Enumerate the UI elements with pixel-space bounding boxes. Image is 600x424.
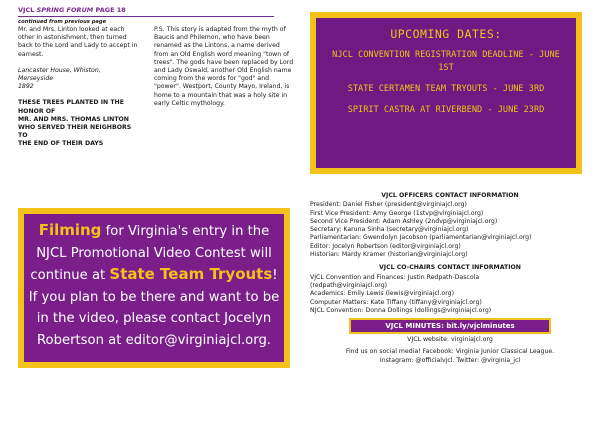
plaque-line-4: WHO SERVED THEIR NEIGHBORS TO	[18, 124, 132, 140]
plaque-line-2: HONOR OF	[18, 107, 56, 115]
tryouts-highlight: State Team Tryouts	[109, 265, 273, 283]
plaque-line-5: THE END OF THEIR DAYS	[18, 140, 104, 148]
page-header	[18, 6, 126, 14]
upcoming-date-item: STATE CERTAMEN TEAM TRYOUTS - JUNE 3RD	[347, 84, 545, 94]
filming-text-2: ! If you plan to be there and want to be in the video, please contact Jocelyn Robertson at editor@virginiajcl.org.	[28, 268, 280, 348]
officer-row: First Vice President: Amy George (1stvp@virginiajcl.org)	[310, 209, 484, 217]
cochairs-title: VJCL CO-CHAIRS CONTACT INFORMATION	[379, 264, 521, 272]
continued-note: continued from previous page	[18, 19, 107, 25]
officer-row: Second Vice President: Adam Ashley (2ndvp@virginiajcl.org)	[310, 217, 498, 225]
officer-row: Historian: Mardy Kramer (historian@virginiajcl.org)	[310, 251, 468, 259]
story-right-column	[154, 26, 294, 108]
place-line-1: Lancaster House, Whiston,	[18, 66, 101, 74]
minutes-link[interactable]: VJCL MINUTES: bit.ly/vjclminutes	[349, 318, 551, 334]
place-line-2: Merseyside	[18, 75, 54, 83]
ps-paragraph: P.S. This story is adapted from the myth of Baucis and Philemon, who have been renamed as the Lintons, a name derived from an Old English word meaning "town of trees". The gods have been replaced by Lord and Lady Oswald, another Old English name coming from the words for "god" and "power". Westport, County Mayo, Ireland, is home to a mountain that was a holy site in early Celtic mythology.	[154, 26, 294, 107]
cochair-row: Academics: Emily Lewis (lewis@virginiajcl.org)	[310, 290, 454, 298]
officer-row: Secretary: Karuna Sinha (secretary@virginiajcl.org)	[310, 226, 469, 234]
cochair-row: NJCL Convention: Donna Dollings (dollings@virginiajcl.org)	[310, 306, 492, 314]
upcoming-dates-title: UPCOMING DATES:	[390, 27, 502, 41]
social-line-1: Find us on social media! Facebook: Virginia Junior Classical League.	[345, 348, 555, 356]
filming-announcement-box	[18, 208, 290, 368]
social-line-2: Instagram: @officialvjcl. Twitter: @virginia_jcl	[379, 356, 521, 364]
officer-row: Parliamentarian: Gwendolyn Jacobson (parliamentarian@virginiajcl.org)	[310, 234, 532, 242]
filming-text-1: for Virginia's entry in the NJCL Promotional Video Contest will continue at	[30, 224, 272, 283]
website-line: VJCL website: virginiajcl.org	[407, 336, 493, 344]
officer-row: Editor: Jocelyn Robertson (editor@virginiajcl.org)	[310, 242, 461, 250]
plaque-line-3: MR. AND MRS. THOMAS LINTON	[18, 115, 129, 123]
cochair-row: VJCL Convention and Finances: Justin Redpath-Dascola	[310, 273, 480, 281]
officer-row: President: Daniel Fisher (president@virginiajcl.org)	[310, 201, 467, 209]
header-publication: SPRING FORUM	[36, 6, 94, 14]
header-divider	[18, 16, 274, 17]
cochair-row: (redpath@virginiajcl.org)	[310, 281, 388, 289]
story-year: 1892	[18, 83, 34, 91]
story-left-column	[18, 26, 142, 149]
filming-highlight: Filming	[38, 221, 102, 239]
upcoming-date-item: NJCL CONVENTION REGISTRATION DEADLINE - JUNE 1ST	[332, 50, 560, 73]
header-org: VJCL	[18, 6, 35, 14]
plaque-line-1: THESE TREES PLANTED IN THE	[18, 99, 124, 107]
upcoming-dates-box	[310, 12, 582, 174]
story-paragraph: Mr. and Mrs. Linton looked at each other in astonishment, then turned back to the Lord and Lady to accept in earnest.	[18, 26, 138, 58]
upcoming-date-item: SPIRIT CASTRA AT RIVERBEND - JUNE 23RD	[347, 105, 545, 115]
cochair-row: Computer Matters: Kate Tiffany (tiffany@virginiajcl.org)	[310, 298, 482, 306]
officers-title: VJCL OFFICERS CONTACT INFORMATION	[381, 192, 519, 199]
header-page: PAGE 18	[95, 6, 126, 14]
contacts-section	[310, 192, 590, 365]
